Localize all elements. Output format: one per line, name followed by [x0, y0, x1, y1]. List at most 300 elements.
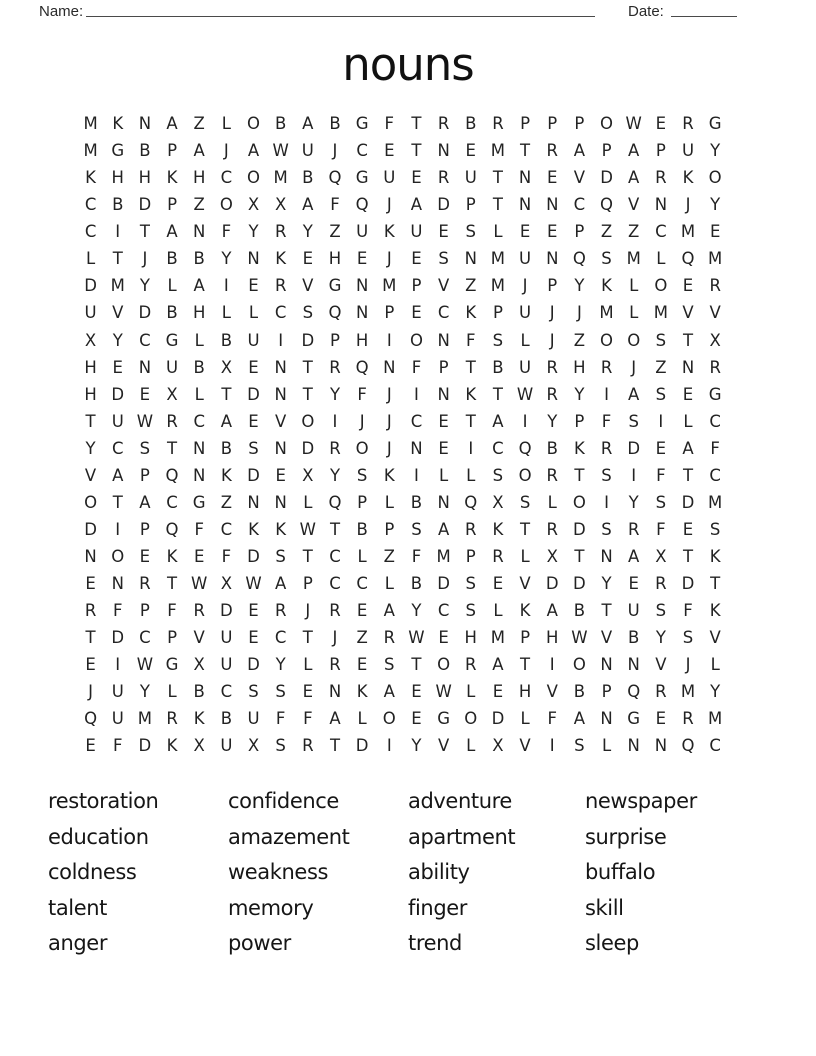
grid-letter: S [655, 601, 667, 621]
grid-letter: I [468, 438, 474, 458]
grid-letter: A [410, 195, 423, 215]
grid-letter: E [85, 574, 96, 594]
grid-letter: X [492, 736, 504, 756]
grid-letter: U [519, 249, 532, 269]
grid-letter: M [83, 114, 98, 134]
grid-letter: O [409, 330, 423, 350]
grid-letter: F [683, 601, 693, 621]
grid-letter: Q [681, 736, 695, 756]
grid-letter: O [600, 330, 614, 350]
grid-letter: O [382, 709, 396, 729]
grid-letter: O [84, 492, 98, 512]
grid-letter: U [464, 168, 477, 188]
grid-letter: E [356, 655, 368, 675]
grid-letter: R [437, 168, 450, 188]
grid-letter: P [384, 519, 395, 539]
grid-letter: W [191, 574, 208, 594]
grid-letter: D [220, 601, 233, 621]
grid-letter: R [492, 547, 504, 567]
grid-letter: R [329, 357, 341, 377]
grid-letter: N [600, 655, 613, 675]
grid-letter: I [332, 411, 338, 431]
grid-letter: O [247, 114, 261, 134]
grid-letter: F [466, 330, 476, 350]
grid-letter: O [247, 168, 261, 188]
grid-letter: K [112, 114, 124, 134]
word-list-item: ability [408, 860, 470, 885]
grid-letter: B [628, 628, 640, 648]
grid-letter: P [655, 141, 666, 161]
word-list-item: power [228, 931, 291, 956]
grid-letter: E [139, 384, 151, 404]
grid-letter: N [627, 736, 640, 756]
grid-letter: L [221, 114, 231, 134]
grid-letter: F [411, 357, 422, 377]
grid-letter: Y [574, 276, 585, 296]
grid-letter: O [654, 276, 668, 296]
grid-letter: M [137, 709, 153, 729]
grid-letter: A [383, 601, 395, 621]
grid-letter: J [386, 411, 392, 431]
grid-letter: S [465, 574, 476, 594]
grid-letter: L [629, 303, 639, 323]
grid-letter: C [220, 682, 233, 702]
grid-letter: U [84, 303, 97, 323]
grid-letter: H [192, 303, 206, 323]
grid-letter: L [520, 709, 530, 729]
grid-letter: G [355, 114, 369, 134]
grid-letter: J [359, 411, 365, 431]
grid-letter: L [357, 547, 367, 567]
grid-letter: L [439, 465, 449, 485]
grid-letter: M [490, 628, 506, 648]
grid-letter: S [275, 547, 286, 567]
grid-letter: E [682, 519, 694, 539]
grid-letter: L [357, 709, 367, 729]
grid-letter: Q [600, 195, 614, 215]
grid-letter: M [110, 276, 125, 296]
grid-letter: W [516, 384, 534, 404]
grid-letter: M [490, 276, 506, 296]
grid-letter: E [628, 574, 639, 594]
grid-letter: J [332, 628, 338, 648]
grid-letter: B [112, 195, 124, 215]
grid-letter: S [601, 249, 612, 269]
grid-letter: I [414, 465, 419, 485]
grid-letter: A [383, 682, 395, 702]
grid-letter: G [165, 330, 179, 350]
grid-letter: N [247, 249, 260, 269]
grid-letter: R [274, 276, 287, 296]
grid-letter: S [356, 465, 368, 485]
grid-letter: L [547, 492, 557, 512]
grid-letter: R [546, 357, 558, 377]
grid-letter: P [167, 195, 178, 215]
grid-letter: X [220, 574, 233, 594]
grid-letter: X [247, 195, 260, 215]
grid-letter: B [275, 114, 287, 134]
grid-letter: P [167, 628, 178, 648]
grid-letter: Y [710, 141, 721, 161]
grid-letter: T [85, 628, 96, 648]
grid-letter: Q [165, 465, 179, 485]
grid-letter: K [465, 384, 477, 404]
grid-letter: B [193, 682, 205, 702]
grid-letter: U [627, 601, 640, 621]
grid-letter: V [519, 574, 531, 594]
grid-letter: P [547, 276, 558, 296]
grid-letter: U [111, 411, 124, 431]
grid-letter: J [305, 601, 311, 621]
grid-letter: H [518, 682, 532, 702]
grid-letter: H [138, 168, 152, 188]
grid-letter: L [493, 222, 503, 242]
grid-letter: C [220, 168, 233, 188]
grid-letter: P [438, 357, 449, 377]
grid-letter: A [275, 574, 287, 594]
word-list-item: memory [228, 895, 314, 920]
grid-letter: K [166, 736, 178, 756]
grid-letter: Q [328, 303, 342, 323]
grid-letter: V [519, 736, 531, 756]
grid-letter: A [437, 519, 450, 539]
grid-letter: F [275, 709, 286, 729]
grid-letter: U [383, 168, 396, 188]
grid-letter: B [329, 114, 341, 134]
grid-letter: C [356, 141, 368, 161]
grid-letter: R [600, 357, 613, 377]
grid-letter: N [355, 276, 369, 296]
grid-letter: T [411, 141, 422, 161]
word-list-item: education [48, 824, 149, 849]
grid-letter: B [410, 574, 423, 594]
grid-letter: Z [465, 276, 477, 296]
grid-letter: C [437, 601, 450, 621]
grid-letter: C [329, 574, 341, 594]
grid-letter: A [628, 384, 640, 404]
word-list-item: apartment [408, 824, 516, 849]
grid-letter: N [193, 222, 206, 242]
grid-letter: C [111, 438, 124, 458]
grid-letter: W [625, 114, 642, 134]
grid-letter: F [221, 222, 232, 242]
grid-letter: R [84, 601, 97, 621]
grid-letter: K [709, 601, 721, 621]
grid-letter: V [275, 411, 287, 431]
grid-letter: R [492, 114, 504, 134]
grid-letter: N [274, 384, 287, 404]
grid-letter: T [302, 357, 313, 377]
grid-letter: A [220, 411, 232, 431]
grid-letter: N [600, 547, 613, 567]
grid-letter: W [136, 411, 154, 431]
grid-letter: F [710, 438, 720, 458]
grid-letter: T [710, 574, 721, 594]
grid-letter: K [383, 222, 395, 242]
name-blank-line [86, 16, 595, 17]
word-list-item: sleep [585, 931, 639, 956]
grid-letter: I [223, 276, 229, 296]
grid-letter: Q [572, 249, 586, 269]
grid-letter: Y [302, 222, 313, 242]
grid-letter: T [167, 574, 178, 594]
grid-letter: E [411, 168, 422, 188]
grid-letter: E [547, 168, 558, 188]
grid-letter: T [520, 519, 531, 539]
grid-letter: G [437, 709, 450, 729]
grid-letter: S [275, 682, 286, 702]
grid-letter: N [410, 438, 423, 458]
grid-letter: T [302, 384, 313, 404]
grid-letter: U [519, 303, 532, 323]
grid-letter: D [573, 519, 586, 539]
grid-letter: B [220, 330, 233, 350]
grid-letter: O [627, 330, 641, 350]
grid-letter: I [549, 736, 555, 756]
grid-letter: E [682, 276, 694, 296]
grid-letter: T [574, 547, 585, 567]
grid-letter: Q [464, 492, 478, 512]
grid-letter: J [685, 655, 691, 675]
grid-letter: K [601, 276, 612, 296]
grid-letter: G [192, 492, 206, 512]
grid-letter: P [139, 601, 150, 621]
grid-letter: D [111, 384, 125, 404]
word-list-item: coldness [48, 860, 137, 885]
grid-letter: B [302, 168, 314, 188]
word-list-item: buffalo [585, 860, 656, 885]
grid-letter: R [546, 384, 558, 404]
grid-letter: B [410, 492, 423, 512]
grid-letter: Y [85, 438, 96, 458]
grid-letter: H [464, 628, 477, 648]
grid-letter: V [302, 276, 314, 296]
grid-letter: T [112, 249, 123, 269]
grid-letter: M [436, 547, 451, 567]
grid-letter: K [356, 682, 368, 702]
grid-letter: S [655, 330, 667, 350]
grid-letter: P [492, 303, 503, 323]
grid-letter: N [464, 249, 477, 269]
grid-letter: A [139, 492, 151, 512]
grid-letter: I [386, 330, 392, 350]
grid-letter: F [303, 709, 313, 729]
grid-letter: O [518, 465, 532, 485]
grid-letter: W [408, 628, 425, 648]
grid-letter: I [658, 411, 664, 431]
grid-letter: U [220, 628, 233, 648]
grid-letter: L [466, 736, 476, 756]
grid-letter: S [709, 519, 721, 539]
grid-letter: S [411, 519, 422, 539]
grid-letter: A [302, 114, 314, 134]
grid-letter: U [220, 736, 233, 756]
grid-letter: C [356, 574, 368, 594]
grid-letter: A [573, 141, 586, 161]
grid-letter: T [465, 411, 476, 431]
grid-letter: X [84, 330, 97, 350]
grid-letter: R [139, 574, 151, 594]
grid-letter: A [302, 195, 314, 215]
grid-letter: C [139, 330, 151, 350]
grid-letter: R [329, 655, 341, 675]
grid-letter: H [355, 330, 369, 350]
grid-letter: Y [139, 276, 150, 296]
grid-letter: E [655, 438, 667, 458]
grid-letter: T [682, 547, 694, 567]
grid-letter: U [166, 357, 179, 377]
grid-letter: T [329, 519, 341, 539]
grid-letter: P [601, 141, 612, 161]
grid-letter: N [84, 547, 97, 567]
grid-letter: P [574, 411, 585, 431]
grid-letter: M [490, 141, 506, 161]
grid-letter: P [520, 114, 531, 134]
grid-letter: T [465, 357, 476, 377]
word-list-item: weakness [228, 860, 329, 885]
grid-letter: D [84, 276, 97, 296]
grid-letter: E [85, 655, 96, 675]
grid-letter: I [604, 384, 609, 404]
word-list-item: finger [408, 895, 468, 920]
grid-letter: C [84, 195, 97, 215]
grid-letter: C [274, 628, 287, 648]
grid-letter: M [599, 303, 614, 323]
grid-letter: Y [248, 222, 259, 242]
grid-letter: A [329, 709, 341, 729]
grid-letter: R [709, 276, 721, 296]
grid-letter: C [492, 438, 504, 458]
grid-letter: T [167, 438, 178, 458]
grid-letter: Y [547, 411, 558, 431]
grid-letter: T [85, 411, 96, 431]
grid-letter: M [490, 249, 506, 269]
grid-letter: P [465, 547, 476, 567]
grid-letter: I [522, 411, 528, 431]
grid-letter: X [275, 195, 287, 215]
grid-letter: J [332, 141, 338, 161]
grid-letter: S [465, 222, 476, 242]
grid-letter: J [549, 330, 555, 350]
grid-letter: M [680, 682, 696, 702]
grid-letter: U [410, 222, 423, 242]
grid-letter: D [247, 384, 260, 404]
grid-letter: B [546, 438, 558, 458]
grid-letter: L [493, 601, 503, 621]
grid-letter: J [549, 303, 555, 323]
grid-letter: C [709, 465, 721, 485]
grid-letter: R [682, 114, 694, 134]
grid-letter: N [437, 492, 450, 512]
grid-letter: J [142, 249, 148, 269]
grid-letter: L [221, 303, 231, 323]
grid-letter: Z [628, 222, 640, 242]
grid-letter: K [220, 465, 232, 485]
grid-letter: C [329, 547, 341, 567]
grid-letter: N [518, 195, 532, 215]
grid-letter: E [465, 141, 476, 161]
grid-letter: Y [139, 682, 150, 702]
grid-letter: C [573, 195, 586, 215]
grid-letter: D [573, 574, 586, 594]
word-list-item: restoration [48, 789, 159, 813]
grid-letter: O [464, 709, 478, 729]
grid-letter: S [601, 465, 612, 485]
grid-letter: V [193, 628, 205, 648]
grid-letter: O [708, 168, 722, 188]
grid-letter: D [627, 438, 641, 458]
grid-letter: T [112, 492, 123, 512]
grid-letter: S [492, 465, 504, 485]
grid-letter: D [247, 655, 260, 675]
grid-letter: Z [356, 628, 368, 648]
grid-letter: T [682, 465, 694, 485]
grid-letter: R [709, 357, 721, 377]
grid-letter: S [302, 303, 314, 323]
grid-letter: J [631, 357, 637, 377]
grid-letter: L [384, 574, 394, 594]
grid-letter: L [85, 249, 96, 269]
grid-letter: T [302, 628, 313, 648]
grid-letter: E [248, 411, 259, 431]
grid-letter: B [492, 357, 504, 377]
grid-letter: Q [355, 357, 369, 377]
grid-letter: Q [165, 519, 179, 539]
grid-letter: J [522, 276, 528, 296]
grid-letter: M [680, 222, 696, 242]
grid-letter: D [355, 736, 369, 756]
grid-letter: R [465, 655, 477, 675]
grid-letter: K [275, 519, 287, 539]
grid-letter: E [302, 682, 314, 702]
grid-letter: F [384, 114, 395, 134]
grid-letter: C [84, 222, 97, 242]
grid-letter: M [708, 709, 723, 729]
grid-letter: K [709, 547, 721, 567]
grid-letter: Z [220, 492, 233, 512]
grid-letter: Y [710, 682, 721, 702]
grid-letter: A [492, 411, 504, 431]
grid-letter: X [247, 736, 260, 756]
grid-letter: G [355, 168, 369, 188]
grid-letter: N [328, 682, 342, 702]
grid-letter: D [301, 438, 315, 458]
grid-letter: Q [518, 438, 532, 458]
grid-letter: S [628, 411, 639, 431]
grid-letter: D [437, 574, 450, 594]
word-list-item: adventure [408, 789, 512, 813]
grid-letter: N [654, 736, 668, 756]
grid-letter: X [709, 330, 721, 350]
grid-letter: V [709, 628, 721, 648]
grid-letter: L [520, 547, 530, 567]
word-list-item: surprise [585, 824, 667, 849]
grid-letter: Z [193, 195, 205, 215]
grid-letter: R [546, 465, 558, 485]
grid-letter: I [604, 492, 609, 512]
grid-letter: K [573, 438, 585, 458]
grid-letter: O [301, 411, 315, 431]
grid-letter: P [574, 114, 585, 134]
grid-letter: L [303, 492, 313, 512]
grid-letter: B [193, 357, 205, 377]
grid-letter: Y [329, 384, 341, 404]
grid-letter: C [437, 303, 450, 323]
grid-letter: E [248, 601, 259, 621]
grid-letter: V [682, 303, 694, 323]
grid-letter: E [547, 222, 558, 242]
grid-letter: A [247, 141, 260, 161]
